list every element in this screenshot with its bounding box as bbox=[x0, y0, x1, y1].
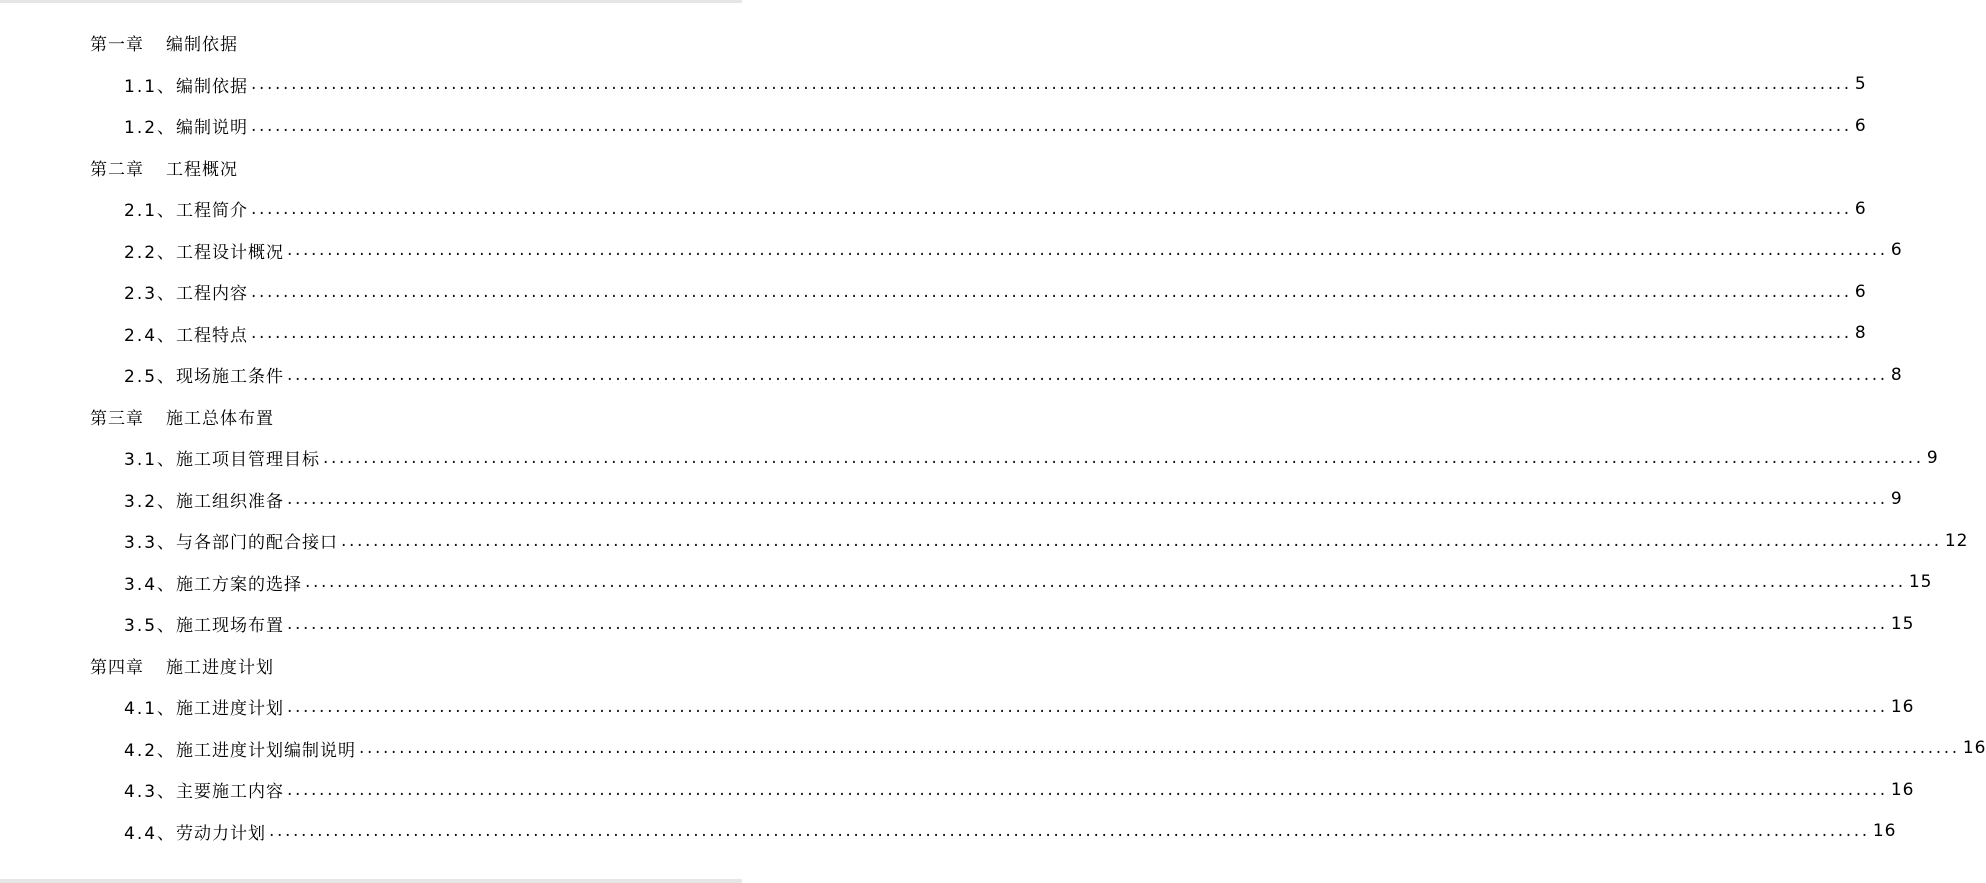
table-of-contents bbox=[0, 22, 1986, 852]
entry-page: 8 bbox=[1854, 323, 1867, 344]
dot-leader: ........................................................................................................................................................................................................ bbox=[323, 447, 1924, 468]
toc-entry[interactable] bbox=[0, 313, 1867, 355]
dot-leader: ........................................................................................................................................................................................................ bbox=[287, 696, 1888, 717]
entry-page: 6 bbox=[1854, 281, 1867, 302]
chapter-title: 施工进度计划 bbox=[166, 657, 274, 678]
entry-title: 施工组织准备 bbox=[176, 491, 285, 512]
entry-number: 1.1、 bbox=[124, 76, 177, 97]
entry-page: 9 bbox=[1890, 489, 1903, 510]
entry-page: 15 bbox=[1908, 572, 1933, 593]
entry-title: 工程特点 bbox=[176, 325, 249, 346]
entry-title: 现场施工条件 bbox=[176, 367, 285, 388]
toc-entry[interactable] bbox=[0, 728, 1986, 770]
entry-number: 3.2、 bbox=[124, 491, 177, 512]
entry-number: 3.4、 bbox=[124, 574, 177, 595]
dot-leader: ........................................................................................................................................................................................................ bbox=[287, 240, 1888, 261]
entry-number: 4.1、 bbox=[124, 699, 177, 720]
dot-leader: ........................................................................................................................................................................................................ bbox=[359, 738, 1960, 759]
entry-page: 6 bbox=[1890, 240, 1903, 261]
entry-number: 4.3、 bbox=[124, 782, 177, 803]
chapter-number: 第一章 bbox=[90, 35, 144, 56]
dot-leader: ........................................................................................................................................................................................................ bbox=[287, 489, 1888, 510]
chapter-number: 第三章 bbox=[90, 408, 144, 429]
chapter-title: 编制依据 bbox=[166, 35, 238, 56]
entry-number: 4.4、 bbox=[124, 823, 177, 844]
toc-chapter-2 bbox=[0, 147, 742, 189]
entry-title: 编制依据 bbox=[176, 76, 249, 97]
toc-entry[interactable] bbox=[0, 603, 1915, 645]
toc-entry[interactable] bbox=[0, 520, 1969, 562]
toc-entry[interactable] bbox=[0, 769, 1915, 811]
dot-leader: ........................................................................................................................................................................................................ bbox=[287, 613, 1888, 634]
page-bottom-border bbox=[0, 879, 742, 883]
entry-page: 8 bbox=[1890, 364, 1903, 385]
entry-number: 3.3、 bbox=[124, 533, 177, 554]
entry-number: 2.5、 bbox=[124, 367, 177, 388]
entry-page: 6 bbox=[1854, 115, 1867, 136]
dot-leader: ........................................................................................................................................................................................................ bbox=[251, 74, 1852, 95]
dot-leader: ........................................................................................................................................................................................................ bbox=[251, 115, 1852, 136]
dot-leader: ........................................................................................................................................................................................................ bbox=[251, 281, 1852, 302]
toc-entry[interactable] bbox=[0, 479, 1903, 521]
dot-leader: ........................................................................................................................................................................................................ bbox=[287, 779, 1888, 800]
entry-title: 主要施工内容 bbox=[176, 782, 285, 803]
entry-page: 16 bbox=[1872, 821, 1897, 842]
entry-number: 4.2、 bbox=[124, 740, 177, 761]
chapter-number: 第四章 bbox=[90, 657, 144, 678]
entry-title: 施工项目管理目标 bbox=[176, 450, 321, 471]
dot-leader: ........................................................................................................................................................................................................ bbox=[287, 364, 1888, 385]
entry-title: 工程设计概况 bbox=[176, 242, 285, 263]
chapter-title: 工程概况 bbox=[166, 159, 238, 180]
entry-title: 施工现场布置 bbox=[176, 616, 285, 637]
entry-page: 15 bbox=[1890, 613, 1915, 634]
entry-number: 2.4、 bbox=[124, 325, 177, 346]
toc-chapter-3 bbox=[0, 396, 742, 438]
entry-page: 9 bbox=[1926, 447, 1939, 468]
dot-leader: ........................................................................................................................................................................................................ bbox=[251, 323, 1852, 344]
dot-leader: ........................................................................................................................................................................................................ bbox=[269, 821, 1870, 842]
entry-title: 劳动力计划 bbox=[176, 823, 267, 844]
dot-leader: ........................................................................................................................................................................................................ bbox=[341, 530, 1942, 551]
entry-page: 12 bbox=[1944, 530, 1969, 551]
entry-title: 工程简介 bbox=[176, 201, 249, 222]
dot-leader: ........................................................................................................................................................................................................ bbox=[251, 198, 1852, 219]
toc-entry[interactable] bbox=[0, 230, 1903, 272]
chapter-number: 第二章 bbox=[90, 159, 144, 180]
toc-entry[interactable] bbox=[0, 354, 1903, 396]
entry-page: 16 bbox=[1962, 738, 1986, 759]
toc-chapter-4 bbox=[0, 645, 742, 687]
toc-entry[interactable] bbox=[0, 105, 1867, 147]
page-top-border bbox=[0, 0, 742, 3]
entry-number: 3.1、 bbox=[124, 450, 177, 471]
entry-number: 2.1、 bbox=[124, 201, 177, 222]
entry-page: 5 bbox=[1854, 74, 1867, 95]
entry-title: 工程内容 bbox=[176, 284, 249, 305]
entry-title: 与各部门的配合接口 bbox=[176, 533, 339, 554]
toc-entry[interactable] bbox=[0, 188, 1867, 230]
toc-entry[interactable] bbox=[0, 811, 1897, 853]
entry-title: 施工方案的选择 bbox=[176, 574, 303, 595]
entry-number: 2.3、 bbox=[124, 284, 177, 305]
entry-title: 施工进度计划 bbox=[176, 699, 285, 720]
entry-page: 6 bbox=[1854, 198, 1867, 219]
dot-leader: ........................................................................................................................................................................................................ bbox=[305, 572, 1906, 593]
toc-entry[interactable] bbox=[0, 64, 1867, 106]
entry-title: 施工进度计划编制说明 bbox=[176, 740, 357, 761]
entry-page: 16 bbox=[1890, 779, 1915, 800]
toc-entry[interactable] bbox=[0, 686, 1915, 728]
toc-chapter-1 bbox=[0, 22, 742, 64]
toc-entry[interactable] bbox=[0, 562, 1933, 604]
chapter-title: 施工总体布置 bbox=[166, 408, 274, 429]
entry-number: 1.2、 bbox=[124, 118, 177, 139]
toc-entry[interactable] bbox=[0, 271, 1867, 313]
entry-number: 3.5、 bbox=[124, 616, 177, 637]
entry-title: 编制说明 bbox=[176, 118, 249, 139]
entry-page: 16 bbox=[1890, 696, 1915, 717]
toc-entry[interactable] bbox=[0, 437, 1939, 479]
entry-number: 2.2、 bbox=[124, 242, 177, 263]
